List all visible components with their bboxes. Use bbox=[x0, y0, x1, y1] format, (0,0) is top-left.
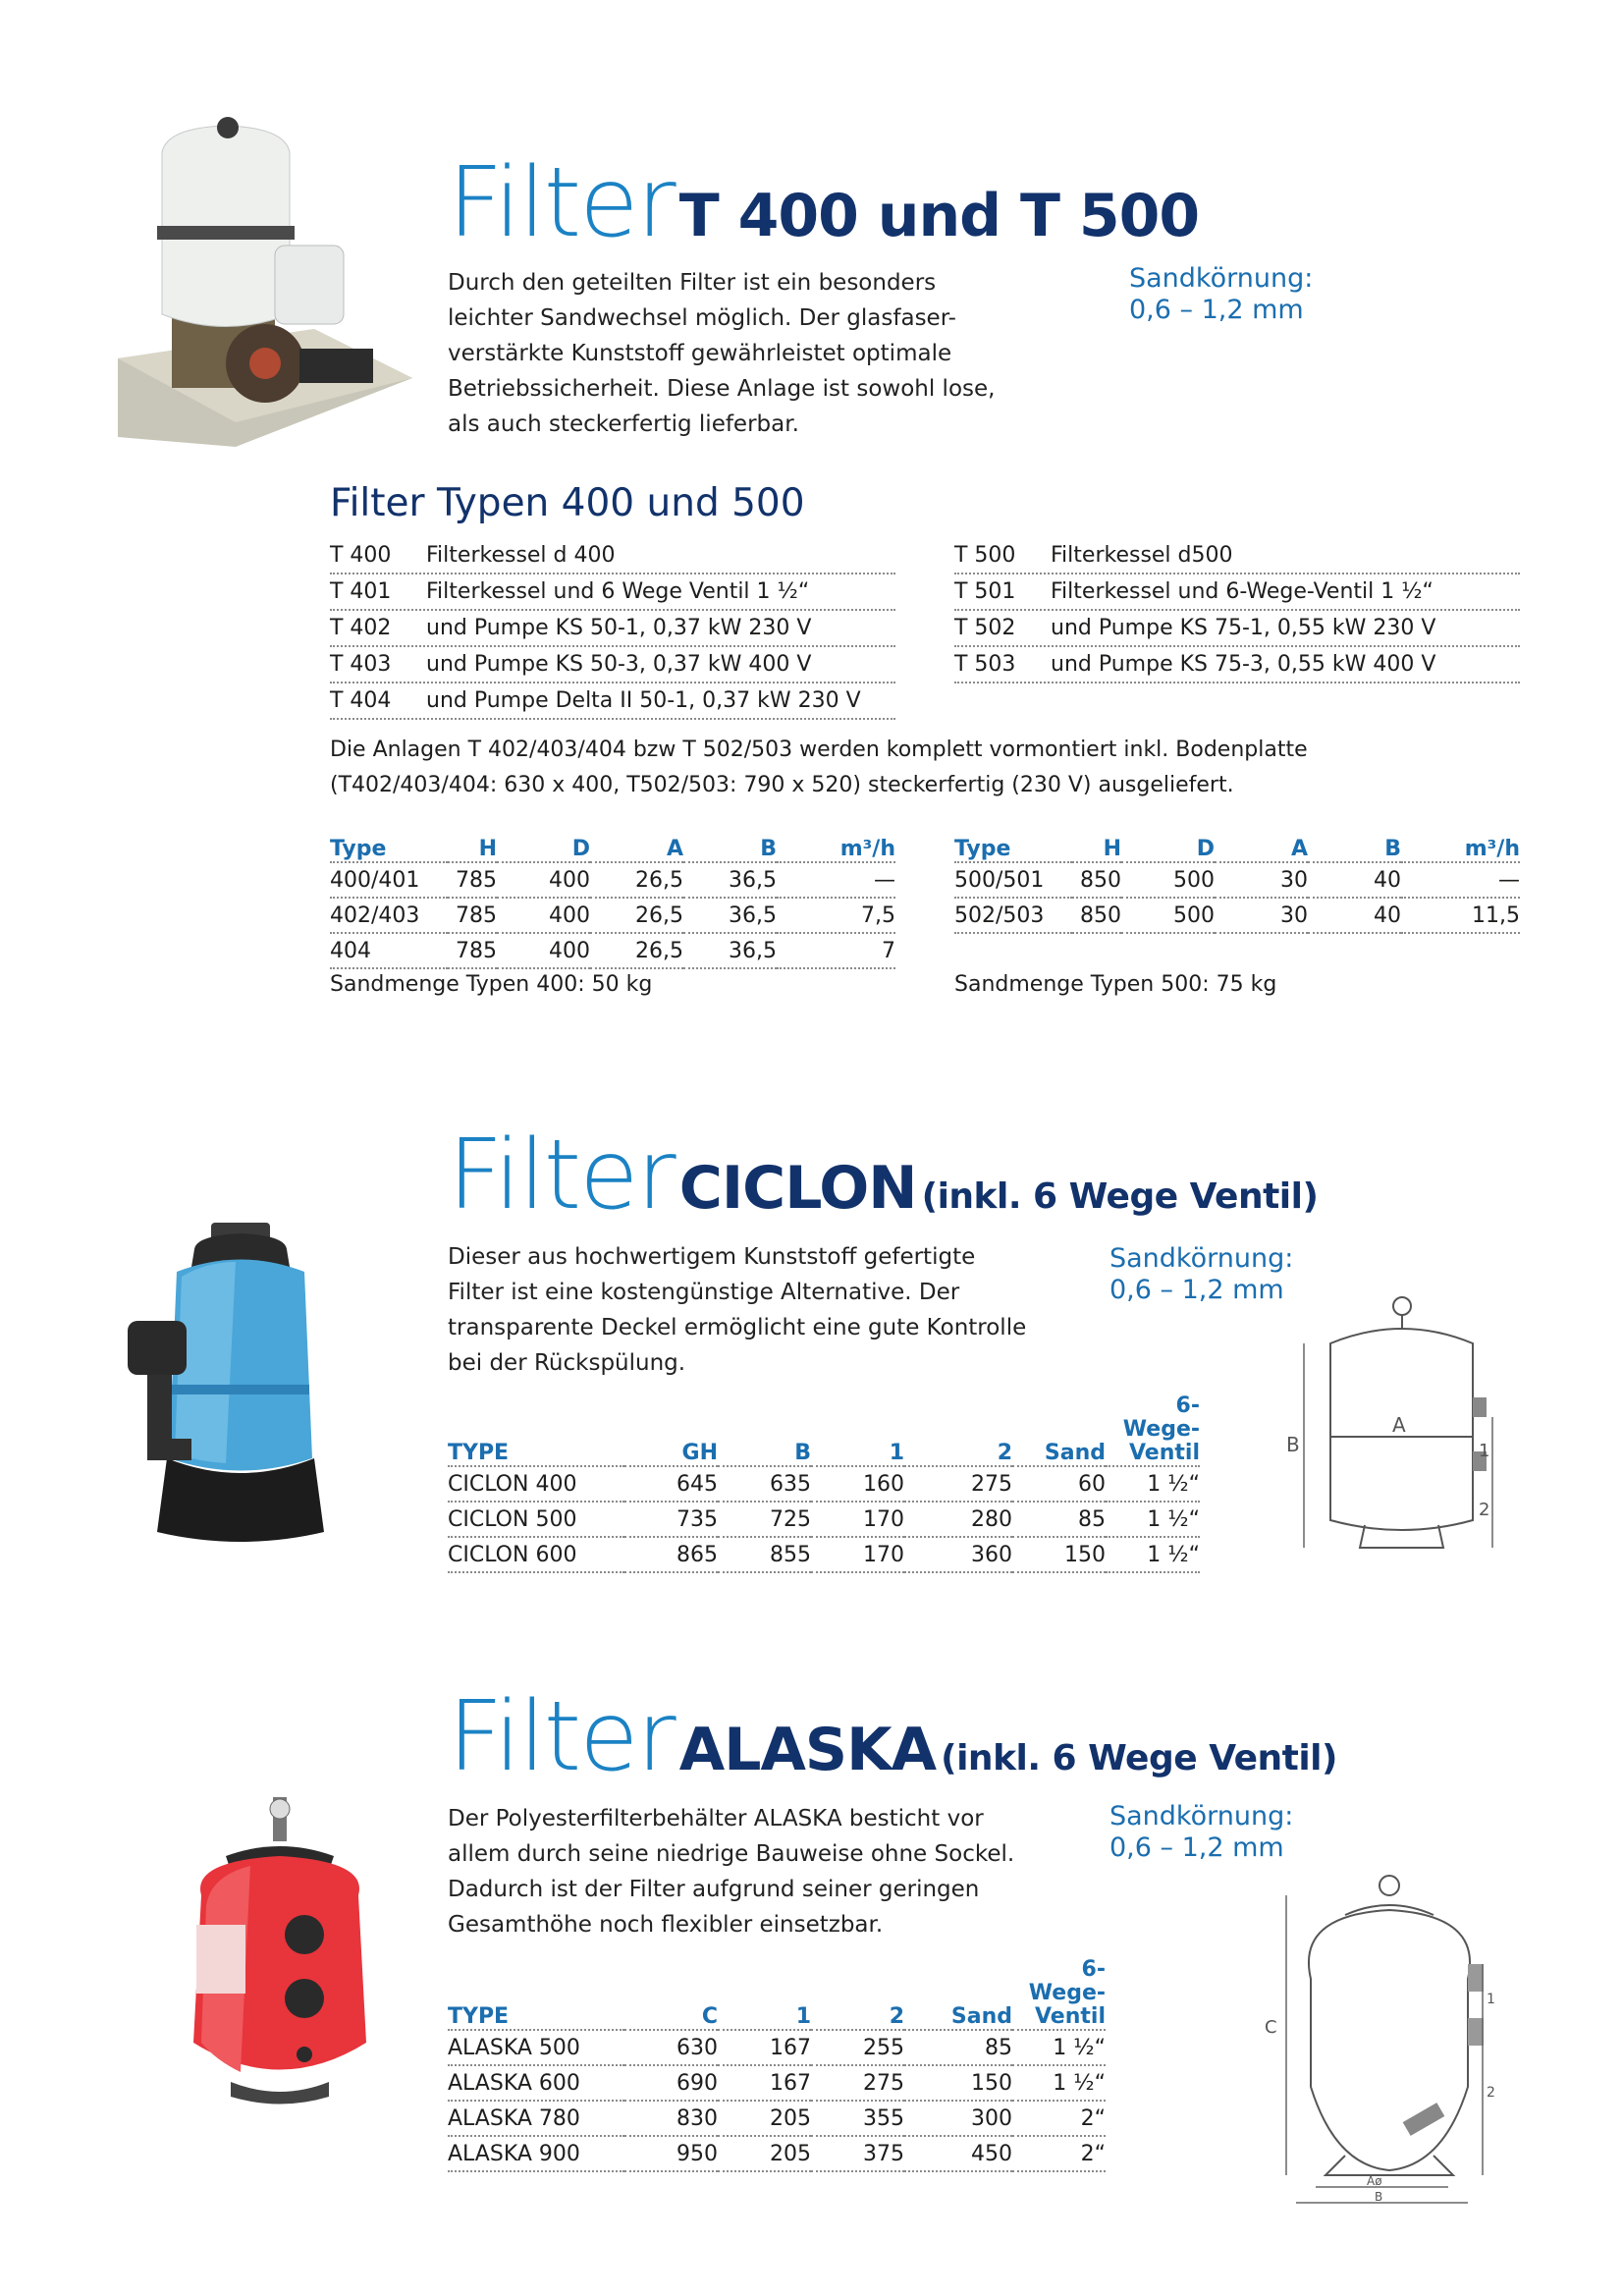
cell: 36,5 bbox=[683, 862, 777, 898]
cell: 160 bbox=[811, 1466, 904, 1502]
cell: 30 bbox=[1215, 862, 1308, 898]
sand-label: Sandkörnung: bbox=[1109, 1801, 1294, 1831]
type-code: T 402 bbox=[330, 616, 392, 640]
col-header-line: 6-Wege- bbox=[1122, 1394, 1200, 1442]
col-header: H bbox=[1072, 830, 1121, 862]
cell: 735 bbox=[624, 1502, 718, 1537]
col-header: Sand bbox=[1012, 1394, 1106, 1466]
cell: 1 ½“ bbox=[1106, 1466, 1200, 1502]
cell: 830 bbox=[624, 2101, 718, 2136]
t400-title bbox=[448, 147, 1199, 259]
t400-title-thin: Filter bbox=[448, 147, 675, 259]
table-row bbox=[448, 1466, 1200, 1502]
type-code: T 403 bbox=[330, 652, 392, 677]
cell: — bbox=[777, 862, 895, 898]
cell: 170 bbox=[811, 1537, 904, 1572]
table-row bbox=[448, 2101, 1106, 2136]
alaska-title-suffix: (inkl. 6 Wege Ventil) bbox=[941, 1738, 1337, 1778]
col-header bbox=[1012, 1958, 1106, 2030]
cell: 785 bbox=[448, 862, 497, 898]
col-header: B bbox=[718, 1394, 811, 1466]
cell: 275 bbox=[811, 2065, 904, 2101]
cell: 205 bbox=[718, 2136, 811, 2171]
col-header: Type bbox=[954, 830, 1072, 862]
cell: 450 bbox=[904, 2136, 1012, 2171]
cell: 1 ½“ bbox=[1106, 1537, 1200, 1572]
col-header: A bbox=[1215, 830, 1308, 862]
cell: — bbox=[1401, 862, 1520, 898]
type-desc: Filterkessel d500 bbox=[1051, 543, 1233, 568]
col-header: D bbox=[497, 830, 590, 862]
list-item bbox=[330, 683, 895, 720]
desc-line: verstärkte Kunststoff gewährleistet optimale bbox=[448, 341, 952, 366]
alaska-title-bold: ALASKA bbox=[678, 1716, 937, 1784]
alaska-sand-info bbox=[1109, 1801, 1293, 1864]
cell: 400/401 bbox=[330, 862, 448, 898]
col-header: B bbox=[1308, 830, 1401, 862]
type-code: T 400 bbox=[330, 543, 392, 568]
cell: 7 bbox=[777, 933, 895, 968]
type-desc: und Pumpe KS 75-3, 0,55 kW 400 V bbox=[1051, 652, 1436, 677]
sand-label: Sandkörnung: bbox=[1109, 1243, 1294, 1274]
table-row bbox=[954, 862, 1520, 898]
desc-line: Betriebssicherheit. Diese Anlage ist sowohl lose, bbox=[448, 376, 996, 402]
col-header: B bbox=[683, 830, 777, 862]
col-header: D bbox=[1121, 830, 1215, 862]
cell: 635 bbox=[718, 1466, 811, 1502]
cell: 630 bbox=[624, 2030, 718, 2065]
list-item bbox=[954, 538, 1520, 574]
alaska-diagram bbox=[1257, 1871, 1495, 2210]
cell: 855 bbox=[718, 1537, 811, 1572]
col-header: 1 bbox=[718, 1958, 811, 2030]
list-item bbox=[330, 574, 895, 611]
cell: 785 bbox=[448, 898, 497, 933]
ciclon-diagram-label-1: 1 bbox=[1479, 1441, 1490, 1461]
ciclon-title-thin: Filter bbox=[448, 1120, 675, 1231]
table-row bbox=[330, 933, 895, 968]
type-desc: Filterkessel und 6-Wege-Ventil 1 ½“ bbox=[1051, 579, 1434, 604]
col-header: 1 bbox=[811, 1394, 904, 1466]
t400-title-bold: T 400 und T 500 bbox=[678, 182, 1200, 250]
desc-line: Durch den geteilten Filter ist ein besonders bbox=[448, 270, 937, 296]
cell: 950 bbox=[624, 2136, 718, 2171]
alaska-title-thin: Filter bbox=[448, 1681, 675, 1793]
t400-sand-amount-left: Sandmenge Typen 400: 50 kg bbox=[330, 972, 653, 997]
cell: 355 bbox=[811, 2101, 904, 2136]
cell: 26,5 bbox=[590, 898, 683, 933]
cell: 850 bbox=[1072, 898, 1121, 933]
cell: 1 ½“ bbox=[1012, 2065, 1106, 2101]
list-item bbox=[954, 647, 1520, 683]
type-desc: Filterkessel d 400 bbox=[426, 543, 616, 568]
table-header-row bbox=[330, 830, 895, 862]
ciclon-diagram-label-a: A bbox=[1392, 1413, 1406, 1437]
cell: 2“ bbox=[1012, 2101, 1106, 2136]
type-desc: Filterkessel und 6 Wege Ventil 1 ½“ bbox=[426, 579, 810, 604]
cell: ALASKA 900 bbox=[448, 2136, 624, 2171]
cell: 205 bbox=[718, 2101, 811, 2136]
desc-line: als auch steckerfertig lieferbar. bbox=[448, 411, 799, 437]
t400-sand-info bbox=[1129, 263, 1313, 326]
ciclon-table bbox=[448, 1394, 1200, 1573]
cell: 170 bbox=[811, 1502, 904, 1537]
t400-types-right bbox=[954, 538, 1520, 683]
cell: 11,5 bbox=[1401, 898, 1520, 933]
cell: 865 bbox=[624, 1537, 718, 1572]
cell: 375 bbox=[811, 2136, 904, 2171]
cell: 725 bbox=[718, 1502, 811, 1537]
table-row bbox=[330, 862, 895, 898]
ciclon-title bbox=[448, 1120, 1318, 1231]
table-row bbox=[448, 1537, 1200, 1572]
desc-line: transparente Deckel ermöglicht eine gute Kontrolle bbox=[448, 1315, 1027, 1340]
cell: CICLON 600 bbox=[448, 1537, 624, 1572]
t400-dims-table-left bbox=[330, 830, 895, 969]
cell: 40 bbox=[1308, 898, 1401, 933]
table-row bbox=[448, 2030, 1106, 2065]
cell: 1 ½“ bbox=[1012, 2030, 1106, 2065]
sand-label: Sandkörnung: bbox=[1129, 263, 1314, 294]
ciclon-diagram-label-b: B bbox=[1286, 1433, 1300, 1456]
ciclon-title-bold: CICLON bbox=[678, 1154, 917, 1223]
cell: 167 bbox=[718, 2065, 811, 2101]
cell: 2“ bbox=[1012, 2136, 1106, 2171]
col-header: 2 bbox=[811, 1958, 904, 2030]
list-item bbox=[330, 538, 895, 574]
desc-line: leichter Sandwechsel möglich. Der glasfaser- bbox=[448, 305, 956, 331]
cell: 500 bbox=[1121, 898, 1215, 933]
cell: 60 bbox=[1012, 1466, 1106, 1502]
type-code: T 401 bbox=[330, 579, 392, 604]
cell: 85 bbox=[904, 2030, 1012, 2065]
desc-line: Filter ist eine kostengünstige Alternative. Der bbox=[448, 1280, 960, 1305]
desc-line: Gesamthöhe noch flexibler einsetzbar. bbox=[448, 1912, 884, 1938]
list-item bbox=[330, 611, 895, 647]
col-header-line: Ventil bbox=[1128, 1441, 1200, 1465]
cell: 30 bbox=[1215, 898, 1308, 933]
type-desc: und Pumpe KS 75-1, 0,55 kW 230 V bbox=[1051, 616, 1436, 640]
cell: 400 bbox=[497, 933, 590, 968]
cell: 690 bbox=[624, 2065, 718, 2101]
t400-types-left bbox=[330, 538, 895, 720]
type-desc: und Pumpe KS 50-1, 0,37 kW 230 V bbox=[426, 616, 812, 640]
table-header-row bbox=[448, 1958, 1106, 2030]
alaska-diagram-label-2: 2 bbox=[1487, 2085, 1495, 2101]
desc-line: allem durch seine niedrige Bauweise ohne Sockel. bbox=[448, 1841, 1015, 1867]
cell: ALASKA 500 bbox=[448, 2030, 624, 2065]
ciclon-product-image bbox=[128, 1218, 393, 1557]
col-header-line: 6-Wege- bbox=[1028, 1957, 1106, 2005]
cell: 645 bbox=[624, 1466, 718, 1502]
col-header: m³/h bbox=[777, 830, 895, 862]
cell: 26,5 bbox=[590, 933, 683, 968]
cell: CICLON 500 bbox=[448, 1502, 624, 1537]
sand-value: 0,6 – 1,2 mm bbox=[1109, 1832, 1284, 1863]
cell: 785 bbox=[448, 933, 497, 968]
cell: 360 bbox=[904, 1537, 1012, 1572]
cell: 7,5 bbox=[777, 898, 895, 933]
note-line: (T402/403/404: 630 x 400, T502/503: 790 x 520) steckerfertig (230 V) ausgeliefert. bbox=[330, 773, 1234, 797]
cell: ALASKA 600 bbox=[448, 2065, 624, 2101]
cell: 402/403 bbox=[330, 898, 448, 933]
t400-note bbox=[330, 733, 1308, 803]
cell: 40 bbox=[1308, 862, 1401, 898]
col-header: A bbox=[590, 830, 683, 862]
cell: 275 bbox=[904, 1466, 1012, 1502]
table-row bbox=[954, 898, 1520, 933]
ciclon-sand-info bbox=[1109, 1243, 1293, 1306]
cell: 36,5 bbox=[683, 933, 777, 968]
cell: 500 bbox=[1121, 862, 1215, 898]
col-header: Type bbox=[330, 830, 448, 862]
col-header: 2 bbox=[904, 1394, 1012, 1466]
cell: 167 bbox=[718, 2030, 811, 2065]
note-line: Die Anlagen T 402/403/404 bzw T 502/503 werden komplett vormontiert inkl. Bodenplatte bbox=[330, 738, 1308, 762]
cell: 400 bbox=[497, 862, 590, 898]
cell: 404 bbox=[330, 933, 448, 968]
type-code: T 501 bbox=[954, 579, 1016, 604]
cell: 400 bbox=[497, 898, 590, 933]
cell: ALASKA 780 bbox=[448, 2101, 624, 2136]
table-header-row bbox=[954, 830, 1520, 862]
col-header: TYPE bbox=[448, 1394, 624, 1466]
desc-line: bei der Rückspülung. bbox=[448, 1350, 686, 1376]
table-row bbox=[330, 898, 895, 933]
col-header bbox=[1106, 1394, 1200, 1466]
cell: 850 bbox=[1072, 862, 1121, 898]
ciclon-description bbox=[448, 1239, 1076, 1381]
table-row bbox=[448, 2136, 1106, 2171]
alaska-diagram-label-1: 1 bbox=[1487, 1992, 1495, 2007]
type-code: T 503 bbox=[954, 652, 1016, 677]
type-desc: und Pumpe KS 50-3, 0,37 kW 400 V bbox=[426, 652, 812, 677]
list-item bbox=[330, 647, 895, 683]
type-code: T 500 bbox=[954, 543, 1016, 568]
t400-sand-amount-right: Sandmenge Typen 500: 75 kg bbox=[954, 972, 1277, 997]
desc-line: Dieser aus hochwertigem Kunststoff gefertigte bbox=[448, 1244, 976, 1270]
cell: 26,5 bbox=[590, 862, 683, 898]
list-item bbox=[954, 574, 1520, 611]
alaska-title bbox=[448, 1681, 1337, 1793]
ciclon-title-suffix: (inkl. 6 Wege Ventil) bbox=[921, 1176, 1319, 1217]
col-header: C bbox=[624, 1958, 718, 2030]
col-header: m³/h bbox=[1401, 830, 1520, 862]
cell: 300 bbox=[904, 2101, 1012, 2136]
sand-value: 0,6 – 1,2 mm bbox=[1129, 295, 1304, 325]
alaska-diagram-label-b: B bbox=[1375, 2190, 1383, 2204]
alaska-diagram-label-a: Aø bbox=[1367, 2174, 1382, 2188]
list-item bbox=[954, 611, 1520, 647]
col-header: GH bbox=[624, 1394, 718, 1466]
type-code: T 404 bbox=[330, 688, 392, 713]
col-header: Sand bbox=[904, 1958, 1012, 2030]
cell: 255 bbox=[811, 2030, 904, 2065]
ciclon-diagram bbox=[1286, 1294, 1492, 1559]
t400-description bbox=[448, 265, 1027, 442]
ciclon-diagram-label-2: 2 bbox=[1479, 1500, 1490, 1520]
cell: 500/501 bbox=[954, 862, 1072, 898]
t400-types-heading: Filter Typen 400 und 500 bbox=[330, 481, 805, 525]
alaska-diagram-label-c: C bbox=[1265, 2017, 1277, 2038]
type-desc: und Pumpe Delta II 50-1, 0,37 kW 230 V bbox=[426, 688, 861, 713]
alaska-description bbox=[448, 1801, 1076, 1942]
type-code: T 502 bbox=[954, 616, 1016, 640]
t400-dims-table-right bbox=[954, 830, 1520, 934]
cell: CICLON 400 bbox=[448, 1466, 624, 1502]
table-header-row bbox=[448, 1394, 1200, 1466]
t400-product-image bbox=[118, 108, 432, 457]
cell: 502/503 bbox=[954, 898, 1072, 933]
col-header-line: Ventil bbox=[1034, 2004, 1106, 2029]
alaska-product-image bbox=[172, 1797, 398, 2121]
cell: 280 bbox=[904, 1502, 1012, 1537]
alaska-table bbox=[448, 1958, 1106, 2172]
col-header: TYPE bbox=[448, 1958, 624, 2030]
table-row bbox=[448, 1502, 1200, 1537]
cell: 150 bbox=[1012, 1537, 1106, 1572]
cell: 1 ½“ bbox=[1106, 1502, 1200, 1537]
col-header: H bbox=[448, 830, 497, 862]
cell: 150 bbox=[904, 2065, 1012, 2101]
table-row bbox=[448, 2065, 1106, 2101]
cell: 85 bbox=[1012, 1502, 1106, 1537]
desc-line: Der Polyesterfilterbehälter ALASKA besticht vor bbox=[448, 1806, 984, 1831]
sand-value: 0,6 – 1,2 mm bbox=[1109, 1275, 1284, 1305]
cell: 36,5 bbox=[683, 898, 777, 933]
desc-line: Dadurch ist der Filter aufgrund seiner geringen bbox=[448, 1877, 980, 1902]
